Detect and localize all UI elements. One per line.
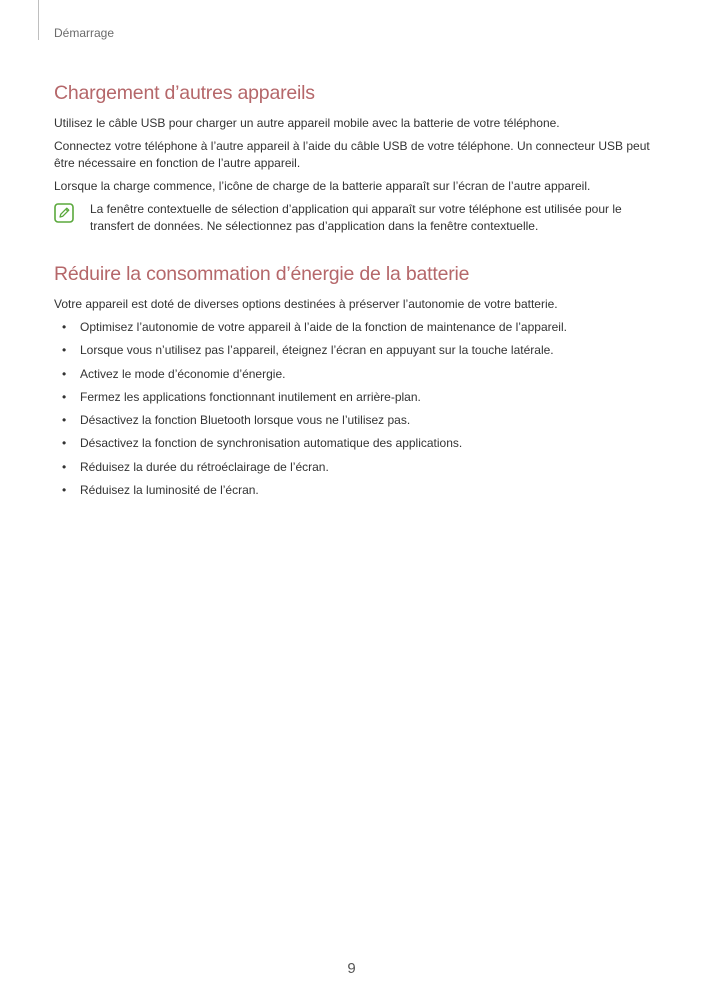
list-item-text: Réduisez la durée du rétroéclairage de l’écran. bbox=[80, 459, 329, 474]
bullet-icon: • bbox=[62, 366, 67, 381]
header-divider bbox=[38, 0, 39, 40]
paragraph: Utilisez le câble USB pour charger un autre appareil mobile avec la batterie de votre téléphone. bbox=[54, 116, 560, 130]
section-header: Démarrage bbox=[54, 26, 115, 40]
paragraph: Lorsque la charge commence, l’icône de charge de la batterie apparaît sur l’écran de l’autre appareil. bbox=[54, 179, 591, 193]
paragraph: Connectez votre téléphone à l’autre appareil à l’aide du câble USB de votre téléphone. Un connecteur USB peut être nécessaire en fonction de l’autre appareil. bbox=[54, 139, 650, 170]
bullet-icon: • bbox=[62, 389, 67, 404]
bullet-icon: • bbox=[62, 343, 67, 358]
list-item bbox=[54, 412, 650, 429]
note-box bbox=[54, 201, 650, 235]
section-title-battery-saving: Réduire la consommation d’énergie de la batterie bbox=[54, 263, 470, 285]
note-pencil-icon bbox=[54, 203, 74, 223]
section-title-charging-other-devices: Chargement d’autres appareils bbox=[54, 82, 315, 104]
bullet-icon: • bbox=[62, 483, 67, 498]
list-item bbox=[54, 342, 650, 359]
bullet-icon: • bbox=[62, 320, 67, 334]
list-item-text: Fermez les applications fonctionnant inutilement en arrière-plan. bbox=[80, 389, 421, 404]
note-text: La fenêtre contextuelle de sélection d’application qui apparaît sur votre téléphone est utilisée pour le transfert de données. Ne sélectionnez pas d’application dans la fenêtre contextuelle. bbox=[90, 202, 622, 233]
list-item-text: Activez le mode d’économie d’énergie. bbox=[80, 366, 286, 381]
list-item bbox=[54, 319, 650, 336]
list-item bbox=[54, 459, 650, 476]
list-item bbox=[54, 435, 650, 452]
paragraph: Votre appareil est doté de diverses options destinées à préserver l’autonomie de votre batterie. bbox=[54, 297, 558, 311]
list-item-text: Optimisez l’autonomie de votre appareil à l’aide de la fonction de maintenance de l’appareil. bbox=[80, 320, 567, 334]
list-item-text: Réduisez la luminosité de l’écran. bbox=[80, 483, 259, 498]
list-item-text: Lorsque vous n’utilisez pas l’appareil, éteignez l’écran en appuyant sur la touche latérale. bbox=[80, 343, 554, 358]
bullet-icon: • bbox=[62, 413, 67, 428]
list-item bbox=[54, 366, 650, 383]
bullet-icon: • bbox=[62, 459, 67, 474]
list-item-text: Désactivez la fonction de synchronisation automatique des applications. bbox=[80, 436, 463, 451]
page-number: 9 bbox=[347, 960, 356, 977]
bullet-icon: • bbox=[62, 436, 67, 451]
list-item bbox=[54, 389, 650, 406]
list-item bbox=[54, 482, 650, 499]
tips-list bbox=[54, 319, 650, 499]
list-item-text: Désactivez la fonction Bluetooth lorsque vous ne l’utilisez pas. bbox=[80, 413, 411, 428]
page-content bbox=[54, 82, 650, 505]
